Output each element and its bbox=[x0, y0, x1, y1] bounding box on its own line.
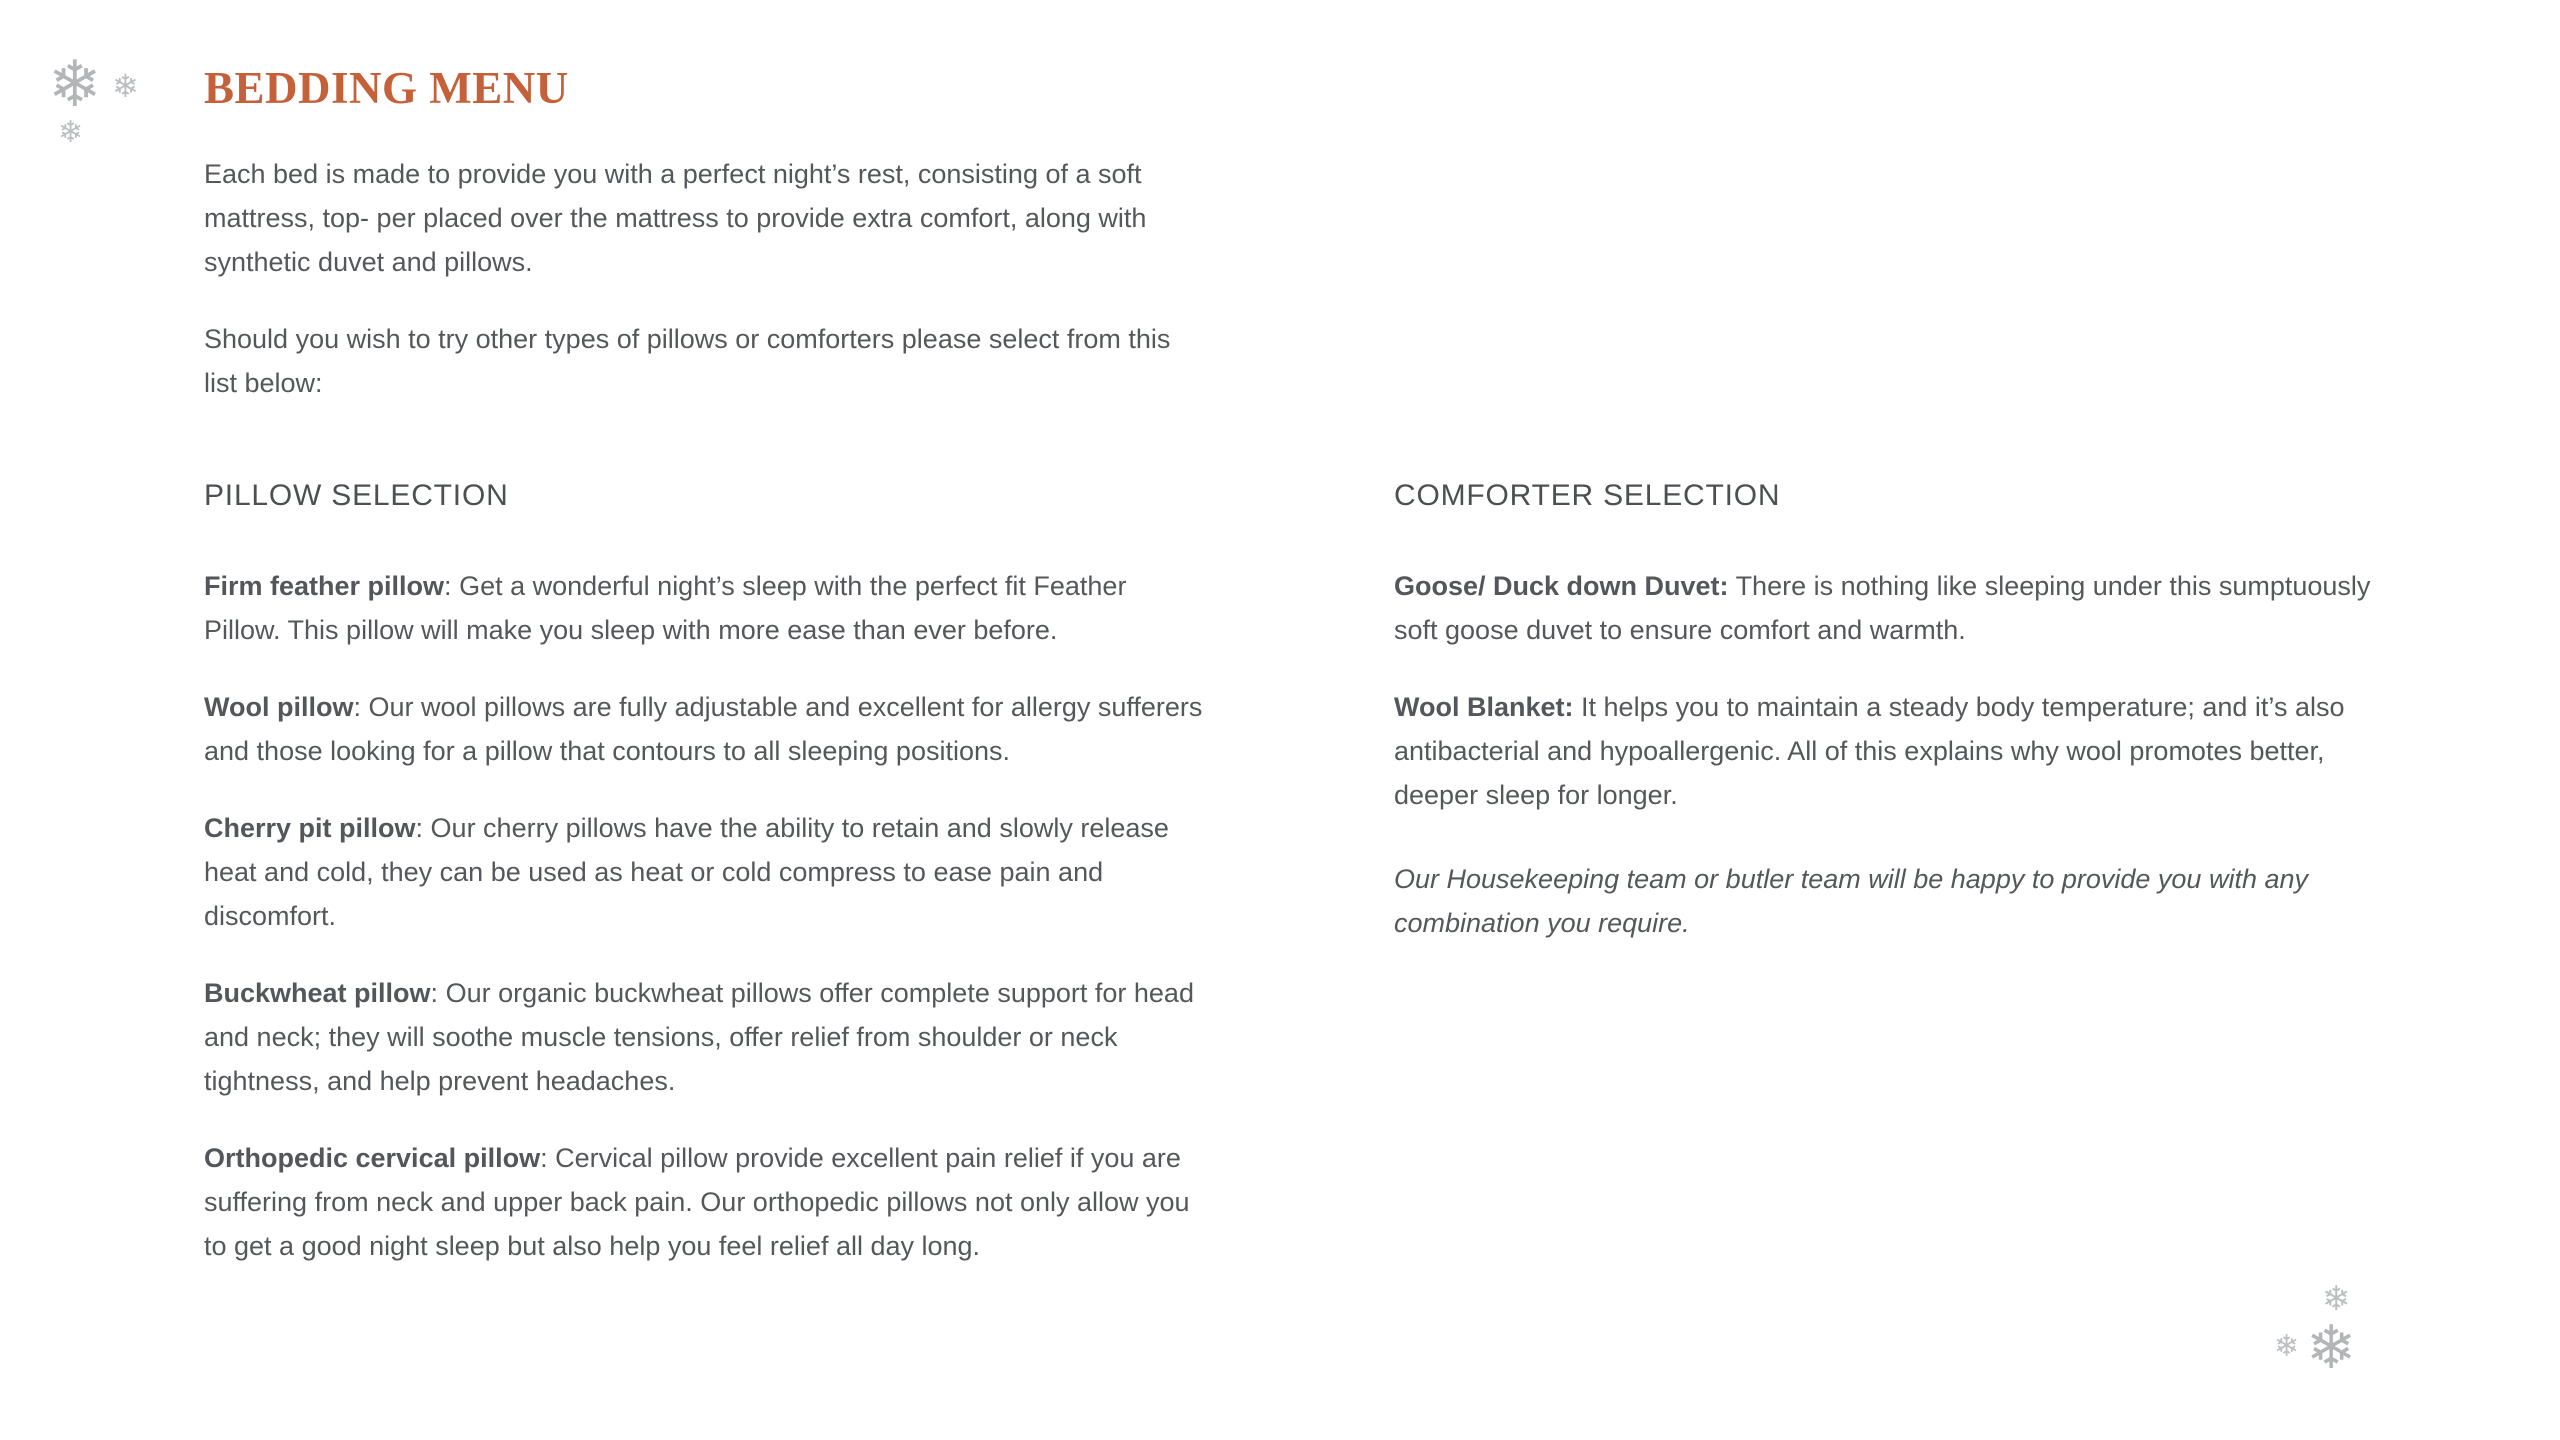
menu-item-wool-blanket bbox=[1394, 685, 2384, 817]
item-separator: : bbox=[540, 1143, 556, 1173]
item-label: Buckwheat pillow bbox=[204, 978, 431, 1008]
page-title: BEDDING MENU bbox=[204, 63, 569, 113]
item-separator: : bbox=[430, 978, 446, 1008]
item-separator bbox=[1729, 571, 1736, 601]
item-separator: : bbox=[415, 813, 431, 843]
snowflake-icon: ❄ bbox=[48, 48, 102, 120]
item-label: Wool Blanket: bbox=[1394, 692, 1574, 722]
intro-paragraph-2: Should you wish to try other types of pillows or comforters please select from this list below: bbox=[204, 324, 1171, 398]
item-description: Our organic buckwheat pillows offer complete support for head and neck; they will soothe muscle tensions, offer relief from shoulder or neck tightness, and help prevent headaches. bbox=[204, 978, 1194, 1096]
item-label: Orthopedic cervical pillow bbox=[204, 1143, 541, 1173]
item-separator bbox=[1574, 692, 1582, 722]
menu-item-cherry-pit-pillow bbox=[204, 806, 1204, 938]
menu-item-wool-pillow bbox=[204, 685, 1204, 773]
item-label: Firm feather pillow bbox=[204, 571, 445, 601]
item-description: There is nothing like sleeping under this sumptuously soft goose duvet to ensure comfort and warmth. bbox=[1394, 571, 2371, 645]
intro-text bbox=[204, 152, 1204, 438]
snowflake-icon: ❄ bbox=[2306, 1314, 2357, 1381]
item-label: Wool pillow bbox=[204, 692, 354, 722]
menu-item-orthopedic-cervical-pillow bbox=[204, 1136, 1204, 1268]
snowflake-icon: ❄ bbox=[58, 116, 84, 149]
comforter-selection-section bbox=[1394, 474, 2384, 945]
item-separator: : bbox=[444, 571, 460, 601]
item-description: It helps you to maintain a steady body temperature; and it’s also antibacterial and hypoallergenic. All of this explains why wool promotes better, deeper sleep for longer. bbox=[1394, 692, 2345, 810]
menu-item-firm-feather-pillow bbox=[204, 564, 1204, 652]
intro-paragraph-1: Each bed is made to provide you with a perfect night’s rest, consisting of a soft mattress, top- per placed over the mattress to provide extra comfort, along with synthetic duvet and pillows. bbox=[204, 159, 1147, 277]
housekeeping-note: Our Housekeeping team or butler team will be happy to provide you with any combination you require. bbox=[1394, 864, 2308, 938]
item-label: Goose/ Duck down Duvet: bbox=[1394, 571, 1729, 601]
snowflake-icon: ❄ bbox=[112, 68, 139, 104]
item-separator: : bbox=[353, 692, 369, 722]
snowflake-icon: ❄ bbox=[2274, 1330, 2300, 1363]
snowflake-icon: ❄ bbox=[2322, 1280, 2351, 1318]
item-description: Our wool pillows are fully adjustable and excellent for allergy sufferers and those looking for a pillow that contours to all sleeping positions. bbox=[204, 692, 1203, 766]
menu-item-goose-duck-down-duvet bbox=[1394, 564, 2384, 652]
pillow-selection-section bbox=[204, 474, 1204, 1301]
item-description: Our cherry pillows have the ability to retain and slowly release heat and cold, they can be used as heat or cold compress to ease pain and discomfort. bbox=[204, 813, 1169, 931]
menu-item-buckwheat-pillow bbox=[204, 971, 1204, 1103]
item-label: Cherry pit pillow bbox=[204, 813, 416, 843]
comforter-selection-heading: COMFORTER SELECTION bbox=[1394, 479, 1781, 512]
item-description: Cervical pillow provide excellent pain relief if you are suffering from neck and upper back pain. Our orthopedic pillows not only allow you to get a good night sleep but also help you feel relief all day long. bbox=[204, 1143, 1190, 1261]
pillow-selection-heading: PILLOW SELECTION bbox=[204, 479, 509, 512]
item-description: Get a wonderful night’s sleep with the perfect fit Feather Pillow. This pillow will make you sleep with more ease than ever before. bbox=[204, 571, 1127, 645]
